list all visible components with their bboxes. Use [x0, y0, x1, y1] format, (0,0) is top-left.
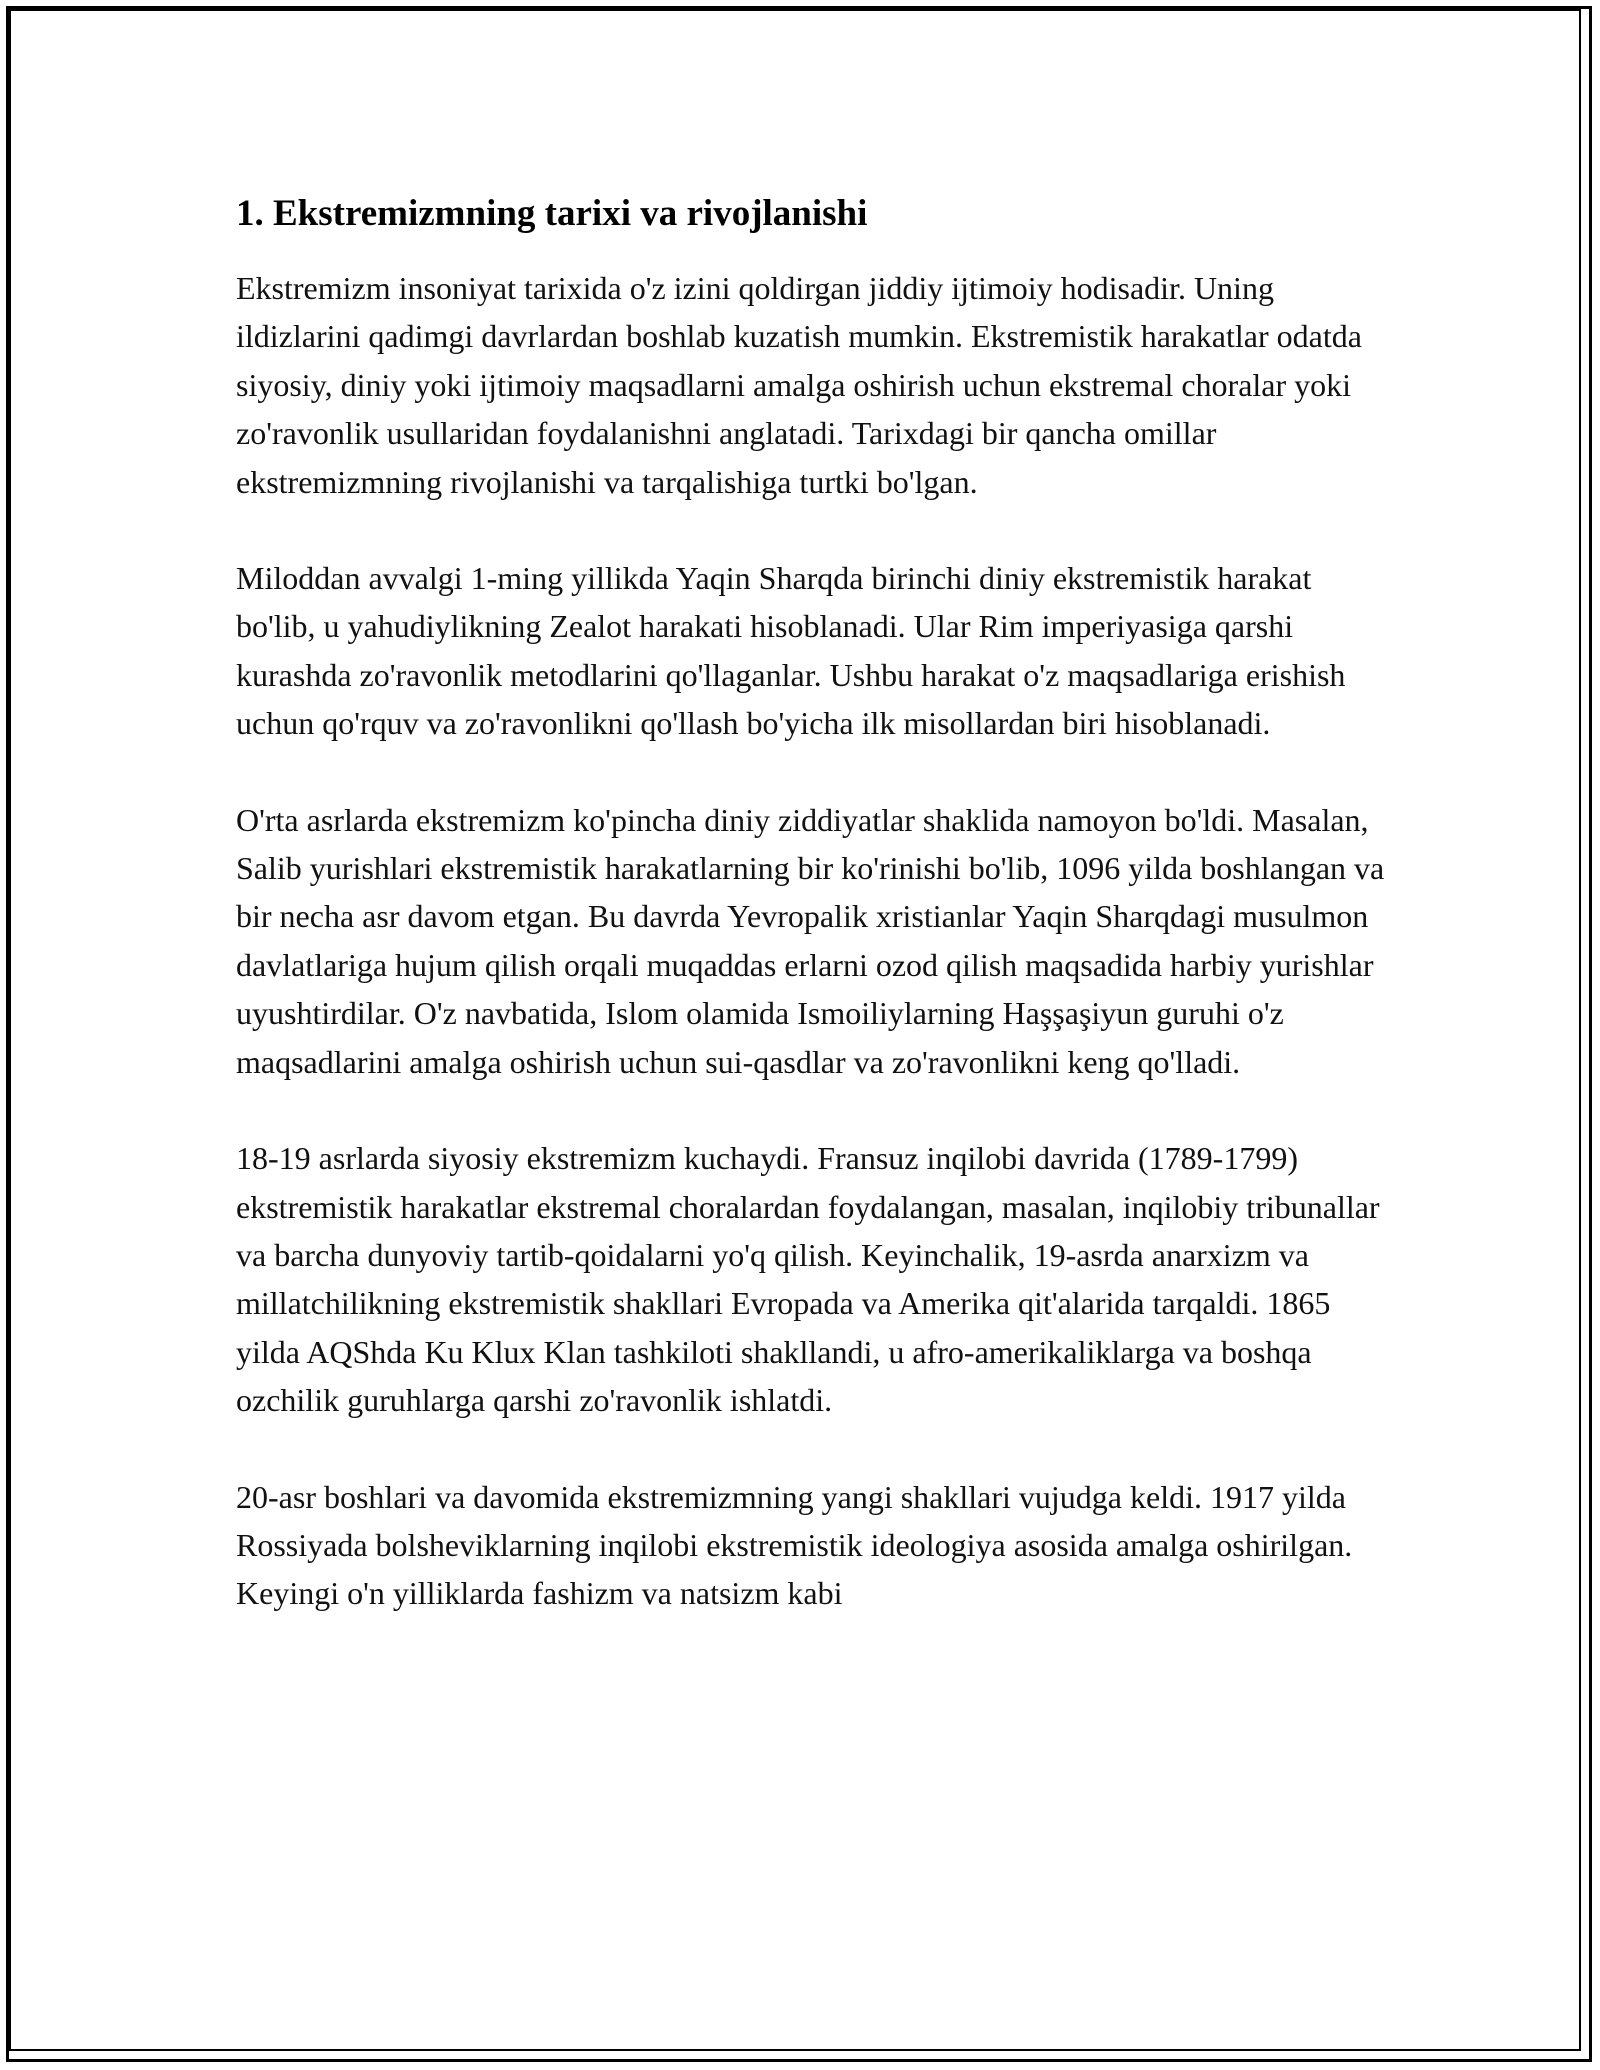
document-body [236, 186, 1386, 1666]
paragraph-18-19-centuries: 18-19 asrlarda siyosiy ekstremizm kuchaydi. Fransuz inqilobi davrida (1789-1799) ekstremistik harakatlar ekstremal choralardan foydalangan, masalan, inqilobiy tribunallar va barcha dunyoviy tartib-qoidalarni yo'q qilish. Keyinchalik, 19-asrda anarxizm va millatchilikning ekstremistik shakllari Evropada va Amerika qit'alarida tarqaldi. 1865 yilda AQShda Ku Klux Klan tashkiloti shakllandi, u afro-amerikaliklarga va boshqa ozchilik guruhlarga qarshi zo'ravonlik ishlatdi. [236, 1140, 1380, 1419]
paragraph-middle-ages: O'rta asrlarda ekstremizm ko'pincha diniy ziddiyatlar shaklida namoyon bo'ldi. Masalan, Salib yurishlari ekstremistik harakatlarning bir ko'rinishi bo'lib, 1096 yilda boshlangan va bir necha asr davom etgan. Bu davrda Yevropalik xristianlar Yaqin Sharqdagi musulmon davlatlariga hujum qilish orqali muqaddas erlarni ozod qilish maqsadida harbiy yurishlar uyushtirdilar. O'z navbatida, Islom olamida Ismoiliylarning Haşşaşiyun guruhi o'z maqsadlarini amalga oshirish uchun sui-qasdlar va zo'ravonlikni keng qo'lladi. [236, 801, 1385, 1080]
paragraph-ancient: Miloddan avvalgi 1-ming yillikda Yaqin Sharqda birinchi diniy ekstremistik harakat bo'lib, u yahudiylikning Zealot harakati hisoblanadi. Ular Rim imperiyasiga qarshi kurashda zo'ravonlik metodlarini qo'llaganlar. Ushbu harakat o'z maqsadlariga erishish uchun qo'rquv va zo'ravonlikni qo'llash bo'yicha ilk misollardan biri hisoblanadi. [236, 560, 1346, 742]
section-heading: 1. Ekstremizmning tarixi va rivojlanishi [236, 193, 868, 234]
paragraph-intro: Ekstremizm insoniyat tarixida o'z izini qoldirgan jiddiy ijtimoiy hodisadir. Uning ildizlarini qadimgi davrlardan boshlab kuzatish mumkin. Ekstremistik harakatlar odatda siyosiy, diniy yoki ijtimoiy maqsadlarni amalga oshirish uchun ekstremal choralar yoki zo'ravonlik usullaridan foydalanishni anglatadi. Tarixdagi bir qancha omillar ekstremizmning rivojlanishi va tarqalishiga turtki bo'lgan. [236, 270, 1362, 500]
paragraph-20th-century: 20-asr boshlari va davomida ekstremizmning yangi shakllari vujudga keldi. 1917 yilda Rossiyada bolsheviklarning inqilobi ekstremistik ideologiya asosida amalga oshirilgan. Keyingi o'n yilliklarda fashizm va natsizm kabi [236, 1478, 1353, 1612]
